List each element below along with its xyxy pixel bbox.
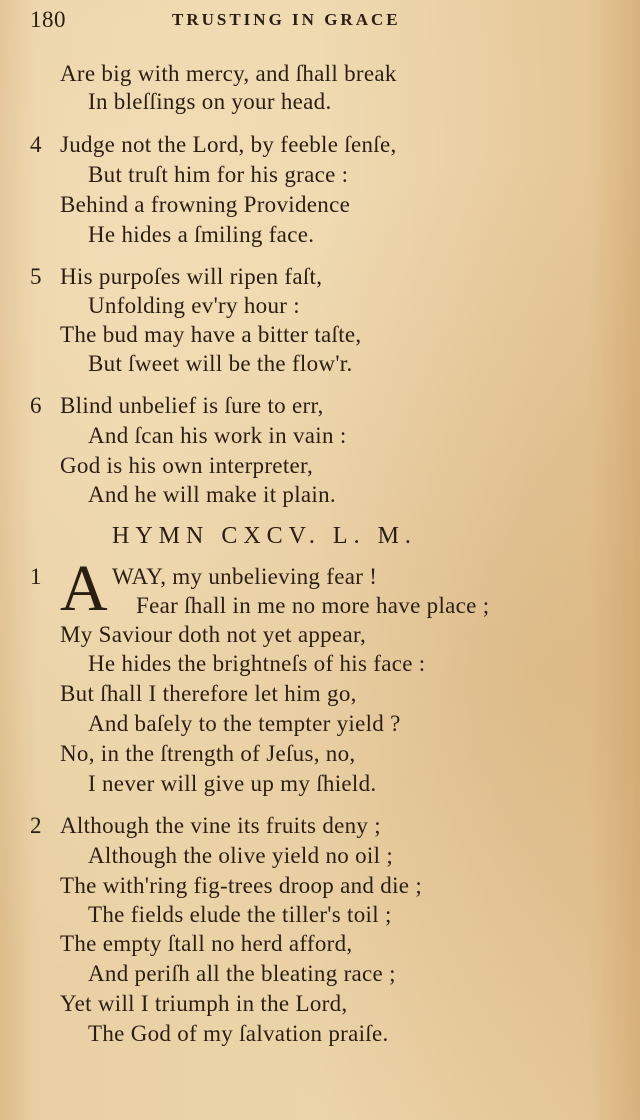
page-number: 180 [30, 7, 66, 32]
verse-line: Although the vine its fruits deny ; [60, 813, 381, 838]
verse-line: But ſweet will be the flow'r. [88, 351, 353, 376]
verse-line: The God of my ſalvation praiſe. [88, 1021, 389, 1046]
verse-line: Blind unbelief is ſure to err, [60, 393, 324, 418]
verse-number: 5 [30, 264, 42, 289]
verse-line: And he will make it plain. [88, 482, 336, 507]
verse-line: Fear ſhall in me no more have place ; [136, 593, 490, 618]
verse-line: And ſcan his work in vain : [88, 423, 347, 448]
verse-line: The empty ſtall no herd afford, [60, 931, 353, 956]
verse-line: In bleſſings on your head. [88, 89, 332, 114]
verse-line: But ſhall I therefore let him go, [60, 681, 357, 706]
verse-line: WAY, my unbelieving fear ! [112, 564, 378, 589]
verse-number: 2 [30, 813, 42, 838]
verse-number: 1 [30, 564, 42, 589]
hymn-title: HYMN CXCV. L. M. [112, 523, 417, 549]
verse-line: My Saviour doth not yet appear, [60, 622, 367, 647]
verse-line: Are big with mercy, and ſhall break [60, 61, 397, 86]
verse-line: He hides a ſmiling face. [88, 222, 315, 247]
running-head: TRUSTING IN GRACE [172, 10, 401, 29]
verse-line: The with'ring fig-trees droop and die ; [60, 873, 423, 898]
verse-line: The bud may have a bitter taſte, [60, 322, 362, 347]
verse-line: Unfolding ev'ry hour : [88, 293, 300, 318]
verse-line: No, in the ſtrength of Jeſus, no, [60, 741, 356, 766]
verse-number: 4 [30, 132, 42, 157]
verse-line: I never will give up my ſhield. [88, 771, 377, 796]
verse-line: Behind a frowning Providence [60, 192, 351, 217]
verse-line: Although the olive yield no oil ; [88, 843, 394, 868]
verse-line: The fields elude the tiller's toil ; [88, 902, 392, 927]
verse-line: His purpoſes will ripen faſt, [60, 264, 323, 289]
verse-line: Judge not the Lord, by feeble ſenſe, [60, 132, 397, 157]
verse-line: But truſt him for his grace : [88, 162, 349, 187]
verse-line: Yet will I triumph in the Lord, [60, 991, 348, 1016]
verse-line: And baſely to the tempter yield ? [88, 711, 401, 736]
verse-line: God is his own interpreter, [60, 453, 314, 478]
verse-line: And periſh all the bleating race ; [88, 961, 396, 986]
drop-cap: A [60, 552, 108, 625]
verse-line: He hides the brightneſs of his face : [88, 651, 426, 676]
verse-number: 6 [30, 393, 42, 418]
